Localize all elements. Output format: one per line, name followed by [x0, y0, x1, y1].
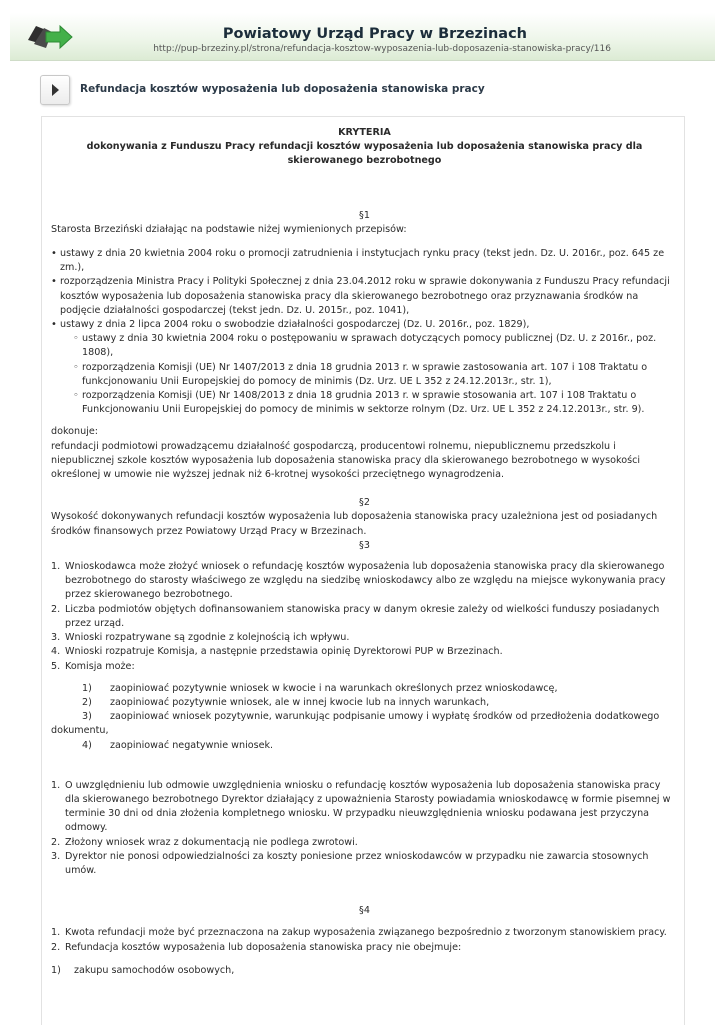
list-item: 2. Refundacja kosztów wyposażenia lub doposażenia stanowiska pracy nie obejmuje:: [51, 941, 462, 953]
list-item: 2) zaopiniować pozytywnie wniosek, ale w innej kwocie lub na innych warunkach,: [82, 696, 490, 708]
list-item: 5. Komisja może:: [51, 660, 135, 672]
doc-heading: KRYTERIA: [338, 127, 391, 138]
list-item: 1) zakupu samochodów osobowych,: [51, 964, 235, 976]
list-item: 3) zaopiniować wniosek pozytywnie, warunkując podpisanie umowy i wypłatę środków od przedłożenia dodatkowego dokumentu,: [51, 711, 660, 737]
dokonuje-text: refundacji podmiotowi prowadzącemu działalność gospodarczą, producentowi rolnemu, niepublicznemu przedszkolu i niepublicznej szkole kosztów wyposażenia lub doposażenia stanowiska pracy dla skierowanego bezrobotnego w wysokości określonej w umowie nie wyższej jednak niż 6-krotnej wysokości przeciętnego wynagrodzenia.: [51, 440, 641, 481]
section-2-text: Wysokość dokonywanych refundacji kosztów wyposażenia lub doposażenia stanowiska pracy uzależniona jest od posiadanych środków finansowych przez Powiatowy Urząd Pracy w Brzezinach.: [51, 511, 658, 537]
list-item: 2. Złożony wniosek wraz z dokumentacją nie podlega zwrotowi.: [51, 836, 358, 848]
list-item: 4) zaopiniować negatywnie wniosek.: [82, 739, 274, 751]
komisja-options: [51, 682, 678, 753]
page-heading: [40, 75, 680, 103]
list-item: • ustawy z dnia 20 kwietnia 2004 roku o promocji zatrudnienia i instytucjach rynku pracy (tekst jedn. Dz. U. 2016r., poz. 645 ze zm.),: [51, 247, 678, 275]
intro-text: Starosta Brzeziński działając na podstawie niżej wymienionych przepisów:: [51, 223, 407, 235]
section-1-label: §1: [359, 209, 370, 221]
laws-list: [51, 247, 678, 417]
site-title: Powiatowy Urząd Pracy w Brzezinach: [222, 26, 527, 42]
list-item: • rozporządzenia Ministra Pracy i Polityki Społecznej z dnia 23.04.2012 roku w sprawie dokonywania z Funduszu Pracy refundacji kosztów wyposażenia lub doposażenia stanowiska pracy dla skierowanego bezrobotnego oraz przyznawania środków na podjęcie działalności gospodarczej (tekst jedn. Dz. U. 2015r., poz. 1041),: [51, 275, 678, 318]
list-item: • ustawy z dnia 2 lipca 2004 roku o swobodzie działalności gospodarczej (Dz. U. 2016r., poz. 1829), ◦ ustawy z dnia 30 kwietnia 2004 roku o postępowaniu w sprawach dotyczących pomocy publicznej (Dz. U. z 2016r., poz. 1808), ◦ rozporządzenia Komisji (UE) Nr 1407/2013 z dnia 18 grudnia 2013 r. w sprawie zastosowania art. 107 i 108 Traktatu o funkcjonowaniu Unii Europejskiej do pomocy de minimis (Dz. Urz. UE L 352 z 24.12.2013r., str. 1), ◦ rozporządzenia Komisji (UE) Nr 1408/2013 z dnia 18 grudnia 2013 r. w sprawie stosowania art. 107 i 108 Traktatu o Funkcjonowaniu Unii Europejskiej do pomocy de minimis w sektorze rolnym (Dz. Urz. UE L 352 z 24.12.2013r., str. 9).: [51, 318, 678, 417]
list-item: 4. Wnioski rozpatruje Komisja, a następnie przedstawia opinię Dyrektorowi PUP w Brzezinach.: [51, 646, 503, 658]
doc-subheading: dokonywania z Funduszu Pracy refundacji kosztów wyposażenia lub doposażenia stanowiska pracy dla skierowanego bezrobotnego: [86, 141, 643, 167]
list-item: 2. Liczba podmiotów objętych dofinansowaniem stanowiska pracy w danym okresie zależy od wielkości funduszy posiadanych przez urząd.: [51, 603, 660, 629]
list-item: ◦ rozporządzenia Komisji (UE) Nr 1407/2013 z dnia 18 grudnia 2013 r. w sprawie zastosowania art. 107 i 108 Traktatu o funkcjonowaniu Unii Europejskiej do pomocy de minimis (Dz. Urz. UE L 352 z 24.12.2013r., str. 1),: [73, 361, 678, 389]
section-3b-list: [51, 779, 678, 878]
section-4-list: [51, 926, 678, 954]
sublaws-list: [60, 332, 678, 417]
list-item: ◦ rozporządzenia Komisji (UE) Nr 1408/2013 z dnia 18 grudnia 2013 r. w sprawie stosowania art. 107 i 108 Traktatu o Funkcjonowaniu Unii Europejskiej do pomocy de minimis w sektorze rolnym (Dz. Urz. UE L 352 z 24.12.2013r., str. 9).: [73, 389, 678, 417]
list-item: 1. Kwota refundacji może być przeznaczona na zakup wyposażenia związanego bezpośrednio z tworzonym stanowiskiem pracy.: [51, 927, 667, 939]
section-4-label: §4: [359, 905, 370, 917]
section-2-label: §2: [359, 497, 370, 509]
page-title: Refundacja kosztów wyposażenia lub doposażenia stanowiska pracy: [80, 83, 485, 95]
list-item: 1. O uwzględnieniu lub odmowie uwzględnienia wniosku o refundację kosztów wyposażenia lub doposażenia stanowiska pracy dla skierowanego bezrobotnego Dyrektor działający z upoważnienia Starosty powiadamia wnioskodawcę w formie pisemnej w terminie 30 dni od dnia złożenia kompletnego wniosku. W przypadku nieuwzględnienia wniosku podawana jest przyczyna odmowy.: [51, 779, 671, 834]
list-item: 1) zaopiniować pozytywnie wniosek w kwocie i na warunkach określonych przez wnioskodawcę,: [82, 682, 558, 694]
list-item: ◦ ustawy z dnia 30 kwietnia 2004 roku o postępowaniu w sprawach dotyczących pomocy publicznej (Dz. U. z 2016r., poz. 1808),: [73, 332, 678, 360]
list-item: 3. Wnioski rozpatrywane są zgodnie z kolejnością ich wpływu.: [51, 632, 350, 644]
section-3-list: [51, 560, 678, 674]
page-url[interactable]: http://pup-brzeziny.pl/strona/refundacja-kosztow-wyposazenia-lub-doposazenia-stanowiska-pracy/116: [153, 44, 611, 54]
section-3-label: §3: [359, 539, 370, 551]
arrow-icon: [40, 75, 70, 105]
document-body: [41, 116, 685, 1025]
list-item: 1. Wnioskodawca może złożyć wniosek o refundację kosztów wyposażenia lub doposażenia stanowiska pracy dla skierowanego bezrobotnego do starosty właściwego ze względu na siedzibę wnioskodawcy albo ze względu na miejsce wykonywania pracy przez skierowanego bezrobotnego.: [51, 561, 666, 601]
list-item: 3. Dyrektor nie ponosi odpowiedzialności za koszty poniesione przez wnioskodawców w przypadku nie zawarcia stosownych umów.: [51, 850, 649, 876]
dokonuje-label: dokonuje:: [51, 426, 99, 438]
